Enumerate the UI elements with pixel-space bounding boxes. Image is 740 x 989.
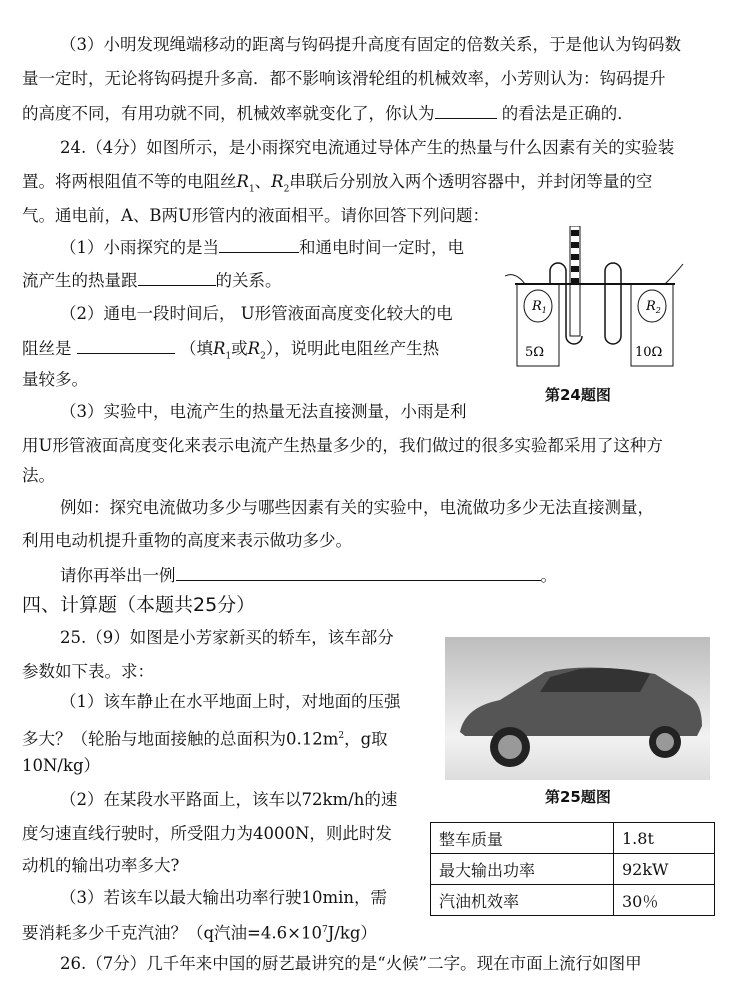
q25-2-line3: 动机的输出功率多大? [22, 856, 180, 875]
q25-2-line1: （2）在某段水平路面上，该车以72km/h的速 [60, 790, 398, 809]
sup: 2 [338, 731, 345, 741]
r1: R [236, 172, 249, 191]
q24-example-line3 [60, 564, 557, 586]
table-row [431, 885, 715, 916]
text: （1）小雨探究的是当 [60, 238, 219, 257]
param-value: 30％ [614, 885, 715, 916]
text: （填 [180, 339, 213, 358]
param-value: 92kW [614, 854, 715, 885]
text: 、 [254, 172, 272, 191]
car-photo [445, 637, 710, 780]
text: 。 [540, 566, 557, 585]
fig-ohm2: 10Ω [635, 345, 663, 360]
q25-1-line1: （1）该车静止在水平地面上时，对地面的压强 [60, 692, 401, 711]
q24-line3: 气。通电前，A、B两U形管内的液面相平。请你回答下列问题： [22, 206, 489, 225]
text: 和通电时间一定时，电 [299, 238, 464, 257]
answer-blank[interactable] [138, 269, 216, 286]
q24-line1: 24.（4分）如图所示，是小雨探究电流通过导体产生的热量与什么因素有关的实验装 [60, 138, 675, 157]
q24-line2 [22, 171, 652, 193]
figure-25-caption: 第25题图 [545, 788, 611, 806]
r2: R [271, 172, 284, 191]
param-name: 汽油机效率 [431, 885, 614, 916]
q24-2-line2 [22, 337, 440, 362]
q24-3-line3: 法。 [22, 466, 55, 485]
text: 要消耗多少千克汽油？（q汽油=4.6×10 [22, 923, 322, 943]
text: 的高度不同，有用功就不同，机械效率就变化了，你认为 [22, 104, 435, 123]
fig-r1-label: $R_1$ [532, 299, 547, 315]
text: ），说明此电阻丝产生热 [265, 339, 440, 358]
text: 请你再举出一例 [60, 566, 176, 585]
text: J/kg） [327, 923, 377, 943]
answer-blank[interactable] [77, 337, 175, 354]
param-value: 1.8t [614, 823, 715, 854]
fig-r2-label: $R_2$ [646, 299, 661, 315]
sub: 2 [260, 351, 266, 362]
text: 的关系。 [215, 271, 282, 290]
q25-line1: 25.（9）如图是小芳家新买的轿车，该车部分 [60, 628, 394, 647]
text: ，g取 [344, 729, 388, 749]
q25-1-line3: 10N/kg） [22, 756, 101, 775]
q24-1-line1 [60, 236, 464, 258]
table-row [431, 854, 715, 885]
answer-blank[interactable] [435, 102, 497, 119]
text: 串联后分别放入两个透明容器中，并封闭等量的空 [289, 172, 653, 191]
answer-blank[interactable] [219, 236, 299, 253]
text: 阻丝是 [22, 339, 72, 358]
sub: 1 [248, 184, 255, 195]
q25-1-line2 [22, 725, 388, 747]
fig-ohm1: 5Ω [525, 345, 545, 360]
sup: 7 [321, 925, 328, 935]
text: 多大？（轮胎与地面接触的总面积为0.12m [22, 729, 339, 749]
q25-3-line1: （3）若该车以最大输出功率行驶10min，需 [60, 888, 388, 907]
q24-2-line3: 量较多。 [22, 370, 88, 389]
answer-blank[interactable] [176, 564, 541, 581]
r1: R [213, 339, 226, 358]
param-name: 最大输出功率 [431, 854, 614, 885]
q23-3-line1: （3）小明发现绳端移动的距离与钩码提升高度有固定的倍数关系，于是他认为钩码数 [60, 35, 681, 54]
section-heading: 四、计算题（本题共25分） [22, 594, 256, 616]
q24-3-line1: （3）实验中，电流产生的热量无法直接测量，小雨是利 [60, 402, 467, 421]
sub: 1 [225, 351, 232, 362]
q24-2-line1: （2）通电一段时间后， U形管液面高度变化较大的电 [60, 304, 453, 323]
r2: R [247, 339, 261, 358]
sub: 2 [283, 184, 290, 195]
param-name: 整车质量 [431, 823, 614, 854]
q26-line1: 26.（7分）几千年来中国的厨艺最讲究的是“火候”二字。现在市面上流行如图甲 [60, 954, 642, 973]
figure-24-caption: 第24题图 [545, 386, 611, 404]
car-icon [445, 637, 710, 780]
figure-24-apparatus [505, 226, 685, 376]
q24-example-line1: 例如：探究电流做功多少与哪些因素有关的实验中，电流做功多少无法直接测量， [60, 498, 654, 517]
q23-3-line2: 量一定时，无论将钩码提升多高．都不影响该滑轮组的机械效率，小芳则认为：钩码提升 [22, 69, 666, 88]
car-parameters-table [430, 822, 715, 916]
q24-3-line2: 用U形管液面高度变化来表示电流产生热量多少的，我们做过的很多实验都采用了这种方 [22, 436, 663, 455]
q23-3-line3 [22, 102, 634, 124]
q24-1-line2 [22, 269, 282, 291]
q25-3-line2 [22, 919, 377, 941]
q25-2-line2: 度匀速直线行驶时，所受阻力为4000N，则此时发 [22, 824, 392, 843]
text: 流产生的热量跟 [22, 271, 138, 290]
text: 的看法是正确的． [501, 104, 634, 123]
q24-example-line2: 利用电动机提升重物的高度来表示做功多少。 [22, 531, 352, 550]
q25-line2: 参数如下表。求： [22, 662, 154, 681]
text: 或 [231, 339, 248, 358]
text: 置。将两根阻值不等的电阻丝 [22, 172, 237, 191]
table-row [431, 823, 715, 854]
